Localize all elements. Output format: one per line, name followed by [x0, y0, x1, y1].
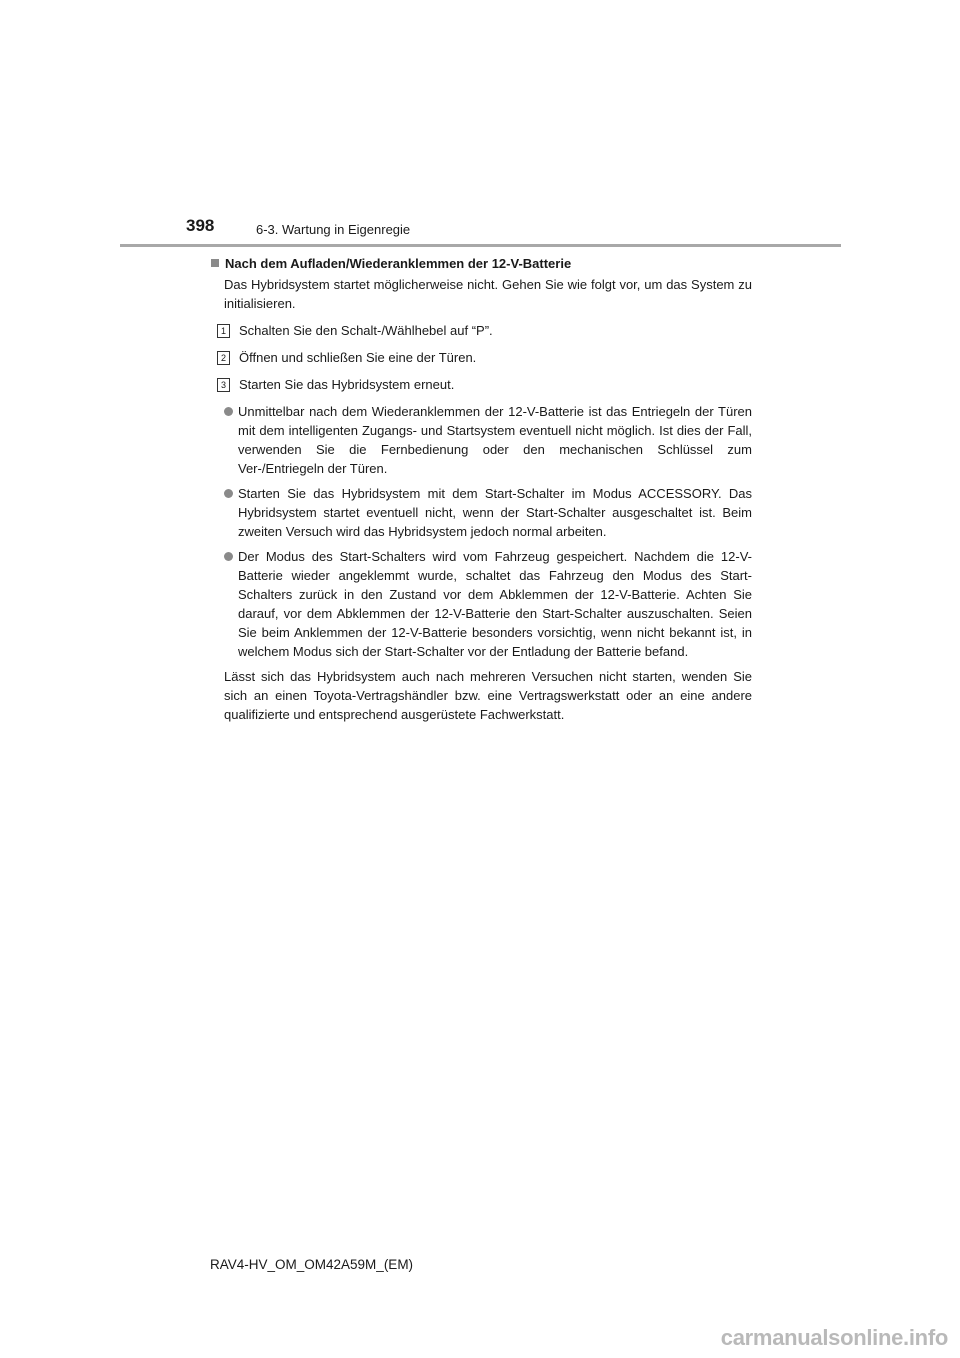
square-bullet-icon	[211, 259, 219, 267]
note-text: Starten Sie das Hybridsystem mit dem Start-Schalter im Modus ACCESSORY. Das Hybridsystem startet eventuell nicht, wenn der Start-Schalter ausgeschaltet ist. Beim zweiten Versuch wird das Hybridsystem jedoch normal arbeiten.	[238, 486, 752, 539]
step-list	[217, 321, 752, 394]
circle-bullet-icon	[224, 407, 233, 416]
step-item	[217, 348, 752, 367]
section-heading-text: Nach dem Aufladen/Wiederanklemmen der 12-V-Batterie	[225, 256, 572, 271]
section-heading	[210, 254, 752, 273]
note-item	[224, 484, 752, 541]
step-text: Starten Sie das Hybridsystem erneut.	[239, 377, 455, 392]
section-title: 6-3. Wartung in Eigenregie	[256, 222, 411, 237]
note-item	[224, 547, 752, 661]
circle-bullet-icon	[224, 552, 233, 561]
circle-bullet-icon	[224, 489, 233, 498]
closing-paragraph: Lässt sich das Hybridsystem auch nach mehreren Versuchen nicht starten, wenden Sie sich an einen Toyota-Vertragshändler bzw. eine Vertragswerkstatt oder an eine andere qualifizierte und entsprechend ausgerüstete Fachwerkstatt.	[224, 669, 752, 722]
step-item	[217, 321, 752, 340]
intro-paragraph: Das Hybridsystem startet möglicherweise nicht. Gehen Sie wie folgt vor, um das System zu initialisieren.	[224, 277, 752, 311]
notes-list	[224, 402, 752, 661]
note-item	[224, 402, 752, 478]
step-number-badge: 3	[217, 378, 230, 392]
content-area	[210, 254, 752, 724]
step-item	[217, 375, 752, 394]
step-text: Schalten Sie den Schalt-/Wählhebel auf “P”.	[239, 323, 493, 338]
step-number-badge: 2	[217, 351, 230, 365]
document-id: RAV4-HV_OM_OM42A59M_(EM)	[210, 1257, 414, 1272]
note-text: Unmittelbar nach dem Wiederanklemmen der 12-V-Batterie ist das Entriegeln der Türen mit dem intelligenten Zugangs- und Startsystem eventuell nicht möglich. Ist dies der Fall, verwenden Sie die Fernbedienung oder den mechanischen Schlüssel zum Ver-/Entriegeln der Türen.	[238, 404, 752, 476]
watermark: carmanualsonline.info	[720, 1325, 948, 1350]
page-number: 398	[186, 216, 215, 235]
step-number-badge: 1	[217, 324, 230, 338]
note-text: Der Modus des Start-Schalters wird vom Fahrzeug gespeichert. Nachdem die 12-V-Batterie wieder angeklemmt wurde, schaltet das Fahrzeug den Modus des Start-Schalters zurück in den Zustand vor dem Abklemmen der 12-V-Batterie. Achten Sie darauf, vor dem Abklemmen der 12-V-Batterie den Start-Schalter auszuschalten. Seien Sie beim Anklemmen der 12-V-Batterie besonders vorsichtig, wenn nicht bekannt ist, in welchem Modus sich der Start-Schalter vor der Entladung der Batterie befand.	[238, 549, 752, 659]
header-divider	[120, 244, 841, 247]
step-text: Öffnen und schließen Sie eine der Türen.	[239, 350, 477, 365]
